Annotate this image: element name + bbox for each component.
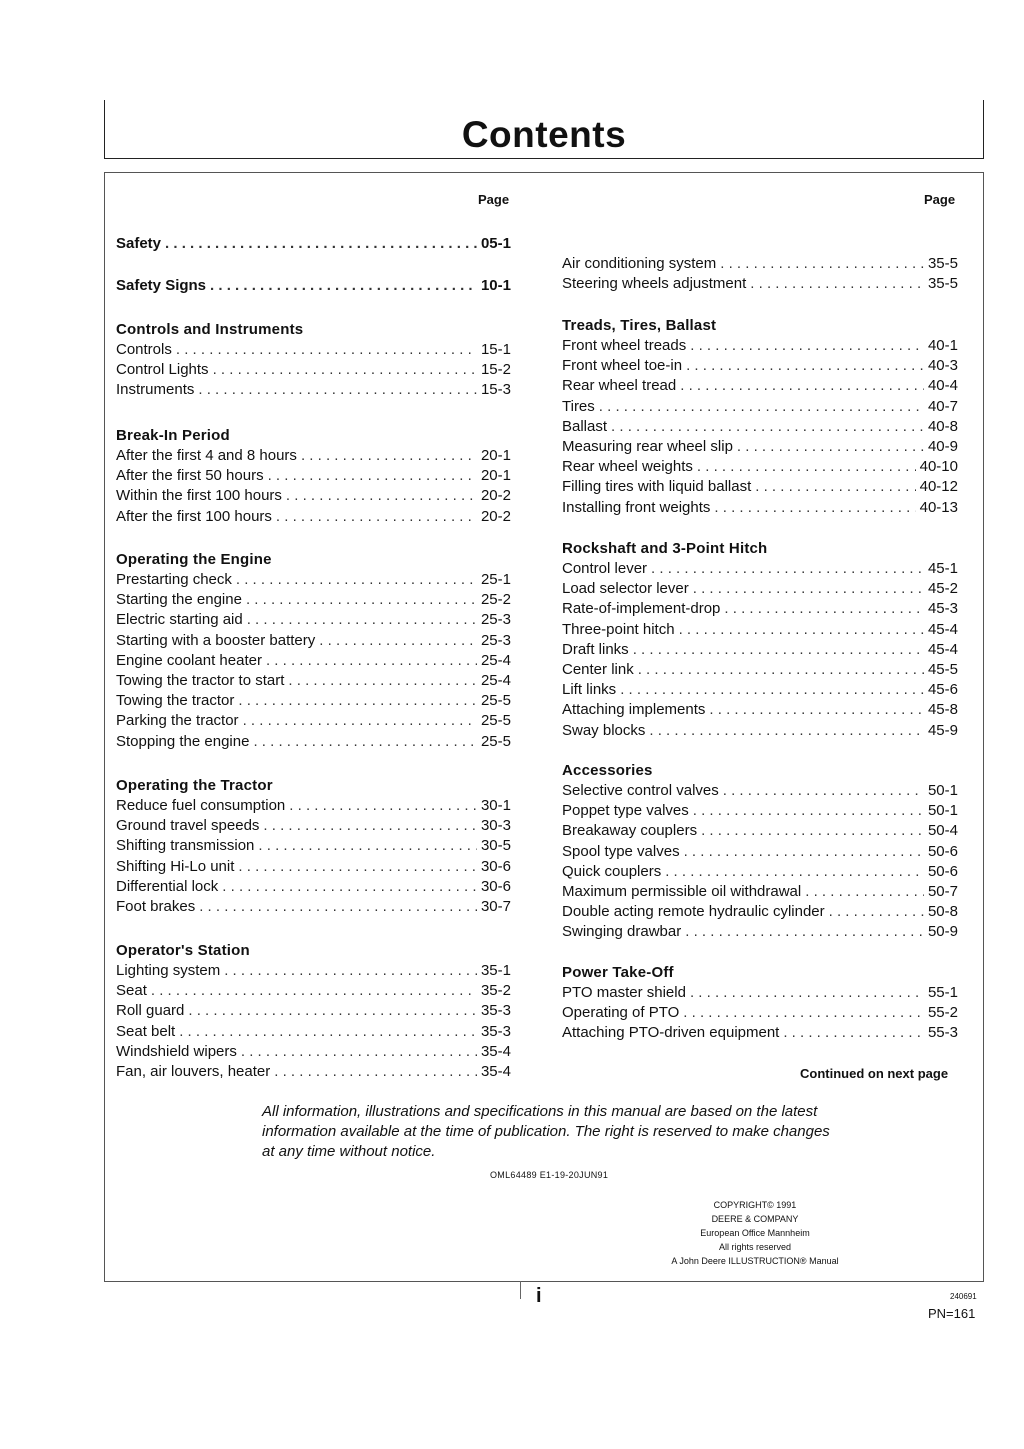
dot-leader <box>241 1042 477 1062</box>
toc-entry-page: 55-2 <box>927 1004 958 1022</box>
toc-entry <box>116 877 511 897</box>
section-title: Treads, Tires, Ballast <box>562 317 717 334</box>
toc-entry-page: 20-1 <box>480 467 511 485</box>
toc-entry <box>562 356 958 376</box>
section-title: Operating the Tractor <box>116 777 273 794</box>
dot-leader <box>199 897 477 917</box>
dot-leader <box>737 437 924 457</box>
toc-entry-page: 50-6 <box>927 862 958 880</box>
toc-entry <box>562 336 958 356</box>
toc-entry <box>116 897 511 917</box>
toc-entry-label: Starting with a booster battery <box>116 631 316 649</box>
dot-leader <box>266 651 477 671</box>
toc-entry <box>562 457 958 477</box>
toc-entry <box>116 796 511 816</box>
toc-entry-page: 35-4 <box>480 1042 511 1060</box>
dot-leader <box>276 507 477 527</box>
dot-leader <box>638 660 924 680</box>
dot-leader <box>238 691 477 711</box>
toc-entry-label: Measuring rear wheel slip <box>562 437 733 455</box>
toc-entry-page: 35-2 <box>480 982 511 1000</box>
continued-note: Continued on next page <box>800 1066 949 1081</box>
dot-leader <box>243 711 477 731</box>
toc-entry <box>562 700 958 720</box>
toc-entry <box>562 559 958 579</box>
toc-entry <box>116 380 511 400</box>
dot-leader <box>224 961 477 981</box>
toc-entry <box>562 821 958 841</box>
toc-entry <box>562 417 958 437</box>
dot-leader <box>684 842 924 862</box>
toc-entry-label: Shifting transmission <box>116 837 255 855</box>
toc-entry-label: Lighting system <box>116 962 221 979</box>
title-box <box>104 100 984 159</box>
copyright-line: European Office Mannheim <box>700 1228 810 1238</box>
toc-entry-page: 25-1 <box>480 571 511 588</box>
toc-entry <box>562 477 958 497</box>
toc-entry <box>116 631 511 651</box>
toc-entry-label: Prestarting check <box>116 571 232 588</box>
dot-leader <box>683 1003 924 1023</box>
dot-leader <box>319 631 477 651</box>
toc-entry <box>116 446 511 466</box>
toc-entry-label: Parking the tractor <box>116 712 239 730</box>
toc-entry <box>562 437 958 457</box>
toc-entry-page: 45-5 <box>927 660 958 678</box>
toc-entry <box>562 1023 958 1043</box>
toc-entry <box>562 274 958 294</box>
toc-entry-label: Spool type valves <box>562 842 680 860</box>
toc-entry <box>562 599 958 619</box>
right-section <box>562 254 958 294</box>
toc-entry <box>562 882 958 902</box>
left-section <box>116 941 511 1082</box>
left-section <box>116 776 511 917</box>
toc-entry-label: Three-point hitch <box>562 620 675 638</box>
toc-entry-page: 55-1 <box>927 984 958 1001</box>
toc-entry-label: Selective control valves <box>562 782 719 799</box>
toc-entry-label: Lift links <box>562 681 617 699</box>
toc-entry-label: Rear wheel tread <box>562 377 677 395</box>
toc-entry-page: 30-5 <box>480 837 511 855</box>
toc-entry-label: Center link <box>562 660 634 678</box>
dot-leader <box>714 498 915 518</box>
toc-entry-page: 35-4 <box>480 1062 511 1080</box>
toc-entry-label: Towing the tractor <box>116 692 235 710</box>
toc-entry-page: 25-5 <box>480 692 511 710</box>
toc-entry <box>116 466 511 486</box>
dot-leader <box>286 486 477 506</box>
toc-entry-label: Seat <box>116 982 147 1000</box>
toc-entry-page: 40-4 <box>927 377 958 395</box>
left-section <box>116 320 511 401</box>
dot-leader <box>246 590 477 610</box>
toc-entry-page: 25-5 <box>480 732 511 750</box>
toc-entry-page: 25-3 <box>480 631 511 649</box>
toc-entry-label: Stopping the engine <box>116 732 250 750</box>
toc-entry-label: Maximum permissible oil withdrawal <box>562 882 802 900</box>
toc-entry-page: 30-1 <box>480 797 511 814</box>
toc-entry-label: Control lever <box>562 560 648 577</box>
page-column-header-left: Page <box>478 192 510 207</box>
toc-entry-label: PTO master shield <box>562 984 686 1001</box>
toc-entry-label: Rate-of-implement-drop <box>562 600 721 618</box>
page-number: i <box>536 1285 542 1307</box>
section-title: Accessories <box>562 762 653 779</box>
toc-entry <box>116 711 511 731</box>
toc-entry-page: 45-1 <box>927 560 958 577</box>
toc-entry <box>562 376 958 396</box>
section-title: Operating the Engine <box>116 551 272 568</box>
section-title: Rockshaft and 3-Point Hitch <box>562 540 768 557</box>
toc-entry <box>116 816 511 836</box>
toc-entry-label: Shifting Hi-Lo unit <box>116 857 235 875</box>
dot-leader <box>720 254 924 274</box>
toc-entry-page: 15-3 <box>480 381 511 399</box>
toc-entry <box>116 276 511 296</box>
dot-leader <box>685 922 924 942</box>
toc-entry-page: 35-3 <box>480 1002 511 1020</box>
dot-leader <box>151 981 477 1001</box>
toc-entry-label: Steering wheels adjustment <box>562 275 747 293</box>
toc-entry-page: 50-9 <box>927 923 958 941</box>
dot-leader <box>693 579 924 599</box>
dot-leader <box>686 356 924 376</box>
dot-leader <box>723 781 924 801</box>
dot-leader <box>755 477 915 497</box>
toc-entry-page: 30-3 <box>480 817 511 835</box>
toc-entry-page: 50-1 <box>927 782 958 799</box>
footer-divider <box>520 1281 521 1299</box>
section-title: Operator's Station <box>116 942 250 959</box>
dot-leader <box>289 796 477 816</box>
toc-entry-page: 20-2 <box>480 507 511 525</box>
toc-entry-page: 35-1 <box>480 962 511 979</box>
toc-entry-label: Installing front weights <box>562 498 711 516</box>
toc-entry-page: 40-8 <box>927 417 958 435</box>
toc-entry-label: Breakaway couplers <box>562 822 698 840</box>
toc-entry-page: 25-4 <box>480 671 511 689</box>
toc-entry <box>562 620 958 640</box>
toc-entry-label: Starting the engine <box>116 591 242 609</box>
dot-leader <box>651 559 924 579</box>
toc-entry-label: Differential lock <box>116 877 219 895</box>
toc-entry-label: Safety <box>116 235 162 252</box>
copyright-block <box>640 1198 870 1268</box>
toc-entry <box>562 801 958 821</box>
toc-entry <box>562 498 958 518</box>
toc-entry <box>116 570 511 590</box>
toc-entry <box>116 234 511 254</box>
toc-entry-page: 25-5 <box>480 712 511 730</box>
toc-entry <box>116 340 511 360</box>
toc-entry <box>562 842 958 862</box>
toc-entry <box>116 691 511 711</box>
left-section <box>116 234 511 254</box>
section-title: Power Take-Off <box>562 964 674 981</box>
toc-entry-label: Tires <box>562 397 595 415</box>
toc-entry-page: 40-13 <box>919 498 958 516</box>
toc-entry <box>562 254 958 274</box>
toc-entry-page: 45-4 <box>927 640 958 658</box>
dot-leader <box>599 397 924 417</box>
dot-leader <box>620 680 924 700</box>
toc-entry-label: Windshield wipers <box>116 1042 237 1060</box>
right-section <box>562 316 958 518</box>
toc-entry-page: 45-4 <box>927 620 958 638</box>
toc-entry-label: Operating of PTO <box>562 1004 680 1022</box>
dot-leader <box>179 1022 477 1042</box>
toc-entry-label: Quick couplers <box>562 862 662 880</box>
copyright-line: COPYRIGHT© 1991 <box>713 1200 797 1210</box>
dot-leader <box>783 1023 924 1043</box>
toc-entry <box>562 660 958 680</box>
toc-entry-label: Air conditioning system <box>562 255 717 272</box>
dot-leader <box>165 234 477 254</box>
toc-entry-label: Reduce fuel consumption <box>116 797 286 814</box>
dot-leader <box>697 457 916 477</box>
toc-entry-label: Foot brakes <box>116 897 196 915</box>
dot-leader <box>222 877 477 897</box>
toc-entry-page: 35-3 <box>480 1022 511 1040</box>
toc-entry <box>116 961 511 981</box>
left-section <box>116 426 511 527</box>
toc-entry-page: 25-3 <box>480 611 511 629</box>
dot-leader <box>247 610 477 630</box>
toc-entry <box>562 721 958 741</box>
toc-entry <box>562 640 958 660</box>
dot-leader <box>611 417 924 437</box>
toc-entry-page: 45-8 <box>927 701 958 719</box>
toc-entry-page: 30-6 <box>480 857 511 875</box>
toc-entry <box>562 922 958 942</box>
right-section <box>562 539 958 741</box>
toc-entry-page: 50-1 <box>927 802 958 820</box>
dot-leader <box>680 376 924 396</box>
dot-leader <box>213 360 477 380</box>
toc-entry-page: 50-7 <box>927 882 958 900</box>
toc-entry-page: 40-7 <box>927 397 958 415</box>
dot-leader <box>210 276 477 296</box>
toc-entry-page: 10-1 <box>480 277 511 294</box>
toc-entry-label: Load selector lever <box>562 580 689 598</box>
toc-entry-page: 40-9 <box>927 437 958 455</box>
toc-entry <box>116 590 511 610</box>
toc-entry <box>116 1042 511 1062</box>
toc-entry-page: 50-6 <box>927 842 958 860</box>
toc-entry-page: 45-6 <box>927 681 958 699</box>
toc-entry <box>116 836 511 856</box>
copyright-line: All rights reserved <box>718 1242 792 1252</box>
toc-entry-label: Controls <box>116 341 172 358</box>
toc-entry-page: 30-7 <box>480 897 511 915</box>
copyright-line: A John Deere ILLUSTRUCTION® Manual <box>671 1256 839 1266</box>
toc-entry-page: 15-1 <box>480 341 511 358</box>
dot-leader <box>263 816 477 836</box>
toc-entry <box>116 360 511 380</box>
toc-entry <box>116 651 511 671</box>
dot-leader <box>665 862 924 882</box>
reference-code: OML64489 E1-19-20JUN91 <box>490 1170 609 1180</box>
toc-entry <box>562 1003 958 1023</box>
dot-leader <box>274 1062 477 1082</box>
section-title: Break-In Period <box>116 427 230 444</box>
dot-leader <box>268 466 477 486</box>
toc-entry-label: Control Lights <box>116 361 209 379</box>
toc-entry-page: 25-4 <box>480 651 511 669</box>
section-title: Controls and Instruments <box>116 321 304 338</box>
toc-entry-page: 45-9 <box>927 721 958 739</box>
toc-entry-label: Seat belt <box>116 1022 176 1040</box>
toc-entry-page: 40-1 <box>927 337 958 354</box>
toc-entry-label: Draft links <box>562 640 629 658</box>
dot-leader <box>693 801 924 821</box>
dot-leader <box>236 570 477 590</box>
toc-entry-label: Sway blocks <box>562 721 646 739</box>
toc-entry-label: Electric starting aid <box>116 611 243 629</box>
page-title: Contents <box>461 114 627 155</box>
page-column-header-right: Page <box>924 192 956 207</box>
dot-leader <box>198 380 477 400</box>
dot-leader <box>679 620 924 640</box>
toc-entry-page: 45-3 <box>927 600 958 618</box>
toc-entry <box>562 680 958 700</box>
toc-entry-label: Roll guard <box>116 1002 185 1020</box>
toc-entry-page: 20-2 <box>480 487 511 505</box>
toc-entry <box>116 507 511 527</box>
toc-entry-label: Ballast <box>562 417 608 435</box>
toc-entry <box>562 781 958 801</box>
dot-leader <box>690 336 924 356</box>
toc-entry-page: 40-3 <box>927 357 958 375</box>
dot-leader <box>176 340 477 360</box>
toc-entry-label: Engine coolant heater <box>116 651 262 669</box>
dot-leader <box>805 882 924 902</box>
toc-entry-page: 30-6 <box>480 877 511 895</box>
dot-leader <box>258 836 477 856</box>
right-section <box>562 761 958 943</box>
toc-entry-label: Safety Signs <box>116 277 207 294</box>
dot-leader <box>188 1001 477 1021</box>
toc-entry-label: Front wheel toe-in <box>562 357 683 375</box>
toc-entry-label: Rear wheel weights <box>562 458 693 476</box>
toc-entry <box>116 732 511 752</box>
toc-entry <box>116 1001 511 1021</box>
dot-leader <box>649 721 924 741</box>
toc-entry <box>116 981 511 1001</box>
dot-leader <box>288 671 477 691</box>
dot-leader <box>253 732 477 752</box>
dot-leader <box>724 599 924 619</box>
toc-entry <box>116 1062 511 1082</box>
dot-leader <box>750 274 924 294</box>
dot-leader <box>301 446 477 466</box>
toc-entry <box>116 671 511 691</box>
toc-entry-page: 25-2 <box>480 591 511 609</box>
toc-entry-label: Attaching PTO-driven equipment <box>562 1024 780 1042</box>
dot-leader <box>709 700 924 720</box>
disclaimer-notice: All information, illustrations and specifications in this manual are based on the latest information available at the time of publication. The right is reserved to make changes at any time without notice. <box>262 1103 830 1160</box>
toc-entry-page: 35-5 <box>927 275 958 293</box>
toc-entry-label: Swinging drawbar <box>562 923 682 941</box>
toc-entry <box>562 862 958 882</box>
part-number: PN=161 <box>928 1306 976 1321</box>
toc-entry <box>116 1022 511 1042</box>
toc-entry-page: 50-8 <box>927 903 958 921</box>
toc-entry-label: After the first 4 and 8 hours <box>116 447 297 464</box>
toc-entry-page: 15-2 <box>480 361 511 379</box>
print-code: 240691 <box>950 1292 977 1301</box>
toc-entry-label: Instruments <box>116 381 195 399</box>
copyright-line: DEERE & COMPANY <box>711 1214 799 1224</box>
toc-entry-page: 20-1 <box>480 447 511 464</box>
toc-entry <box>562 983 958 1003</box>
toc-entry-page: 35-5 <box>927 255 958 272</box>
toc-entry-page: 50-4 <box>927 822 958 840</box>
toc-entry <box>562 397 958 417</box>
dot-leader <box>238 857 477 877</box>
toc-entry <box>116 857 511 877</box>
toc-entry-label: Double acting remote hydraulic cylinder <box>562 903 825 921</box>
toc-entry-label: After the first 50 hours <box>116 467 264 485</box>
toc-entry-label: Towing the tractor to start <box>116 671 285 689</box>
dot-leader <box>701 821 924 841</box>
dot-leader <box>829 902 924 922</box>
toc-entry-page: 40-12 <box>919 478 958 496</box>
dot-leader <box>633 640 924 660</box>
toc-entry-page: 05-1 <box>480 235 511 252</box>
toc-entry-page: 45-2 <box>927 580 958 598</box>
toc-entry <box>116 486 511 506</box>
toc-entry-label: Fan, air louvers, heater <box>116 1062 271 1080</box>
left-section <box>116 276 511 296</box>
toc-entry <box>562 902 958 922</box>
left-section <box>116 550 511 752</box>
toc-entry-label: Front wheel treads <box>562 337 687 354</box>
toc-entry-label: Poppet type valves <box>562 802 689 820</box>
toc-entry-label: Within the first 100 hours <box>116 487 282 505</box>
right-section <box>562 963 958 1044</box>
dot-leader <box>690 983 924 1003</box>
toc-entry-label: Filling tires with liquid ballast <box>562 478 752 496</box>
toc-entry-label: Attaching implements <box>562 701 706 719</box>
toc-entry <box>562 579 958 599</box>
toc-entry <box>116 610 511 630</box>
toc-entry-page: 55-3 <box>927 1024 958 1042</box>
toc-entry-label: Ground travel speeds <box>116 817 260 835</box>
toc-entry-page: 40-10 <box>919 458 958 476</box>
toc-entry-label: After the first 100 hours <box>116 507 272 525</box>
